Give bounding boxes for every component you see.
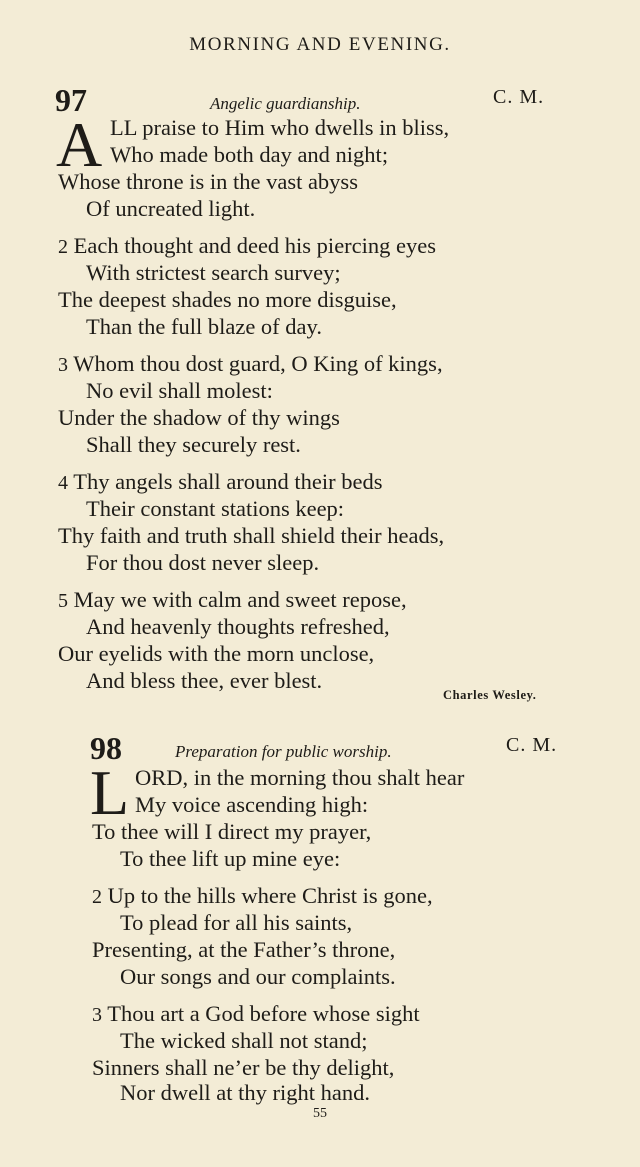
verse-text: Thou art a God before whose sight <box>107 1001 420 1026</box>
stanza-number: 5 <box>58 590 68 612</box>
verse-line: Of uncreated light. <box>86 196 256 221</box>
verse-line: And bless thee, ever blest. <box>86 668 323 693</box>
stanza-number: 2 <box>92 886 102 908</box>
running-head: MORNING AND EVENING. <box>189 34 451 55</box>
verse-line: No evil shall molest: <box>86 378 273 403</box>
verse-line: Whose throne is in the vast abyss <box>58 169 358 194</box>
verse-line: To plead for all his saints, <box>120 910 353 935</box>
drop-cap: L <box>90 757 130 828</box>
hymn-subject: Preparation for public worship. <box>175 742 392 761</box>
verse-line: To thee will I direct my prayer, <box>92 819 372 844</box>
verse-line <box>58 350 443 379</box>
stanza-number: 3 <box>92 1004 102 1026</box>
verse-line <box>58 232 436 261</box>
drop-cap: A <box>56 109 103 180</box>
verse-line <box>92 882 433 911</box>
verse-line: Our eyelids with the morn unclose, <box>58 641 375 666</box>
stanza-number: 3 <box>58 354 68 376</box>
stanza-number: 2 <box>58 236 68 258</box>
verse-line: Shall they securely rest. <box>86 432 301 457</box>
verse-line: To thee lift up mine eye: <box>120 846 341 871</box>
verse-line: Their constant stations keep: <box>86 496 345 521</box>
verse-text: Thy angels shall around their beds <box>73 469 383 494</box>
verse-line <box>58 468 383 497</box>
stanza-number: 4 <box>58 472 68 494</box>
verse-line: My voice ascending high: <box>135 792 369 817</box>
verse-line: Thy faith and truth shall shield their heads, <box>58 523 445 548</box>
verse-line: Sinners shall ne’er be thy delight, <box>92 1055 395 1080</box>
verse-line: Our songs and our complaints. <box>120 964 396 989</box>
verse-line <box>92 1000 420 1029</box>
verse-line: The wicked shall not stand; <box>120 1028 368 1053</box>
hymn-author: Charles Wesley. <box>443 688 537 702</box>
hymn-number: 98 <box>90 730 122 766</box>
verse-line: Under the shadow of thy wings <box>58 405 340 430</box>
verse-text: Up to the hills where Christ is gone, <box>107 883 433 908</box>
verse-line: Nor dwell at thy right hand. <box>120 1080 370 1105</box>
verse-line: Than the full blaze of day. <box>86 314 322 339</box>
verse-line: The deepest shades no more disguise, <box>58 287 397 312</box>
verse-line: LL praise to Him who dwells in bliss, <box>110 115 450 140</box>
hymn-meter: C. M. <box>506 734 558 756</box>
verse-line: For thou dost never sleep. <box>86 550 320 575</box>
hymn-number: 97 <box>55 82 87 118</box>
verse-line: Presenting, at the Father’s throne, <box>92 937 396 962</box>
hymn-meter: C. M. <box>493 86 545 108</box>
page-number: 55 <box>313 1106 327 1121</box>
verse-line: Who made both day and night; <box>110 142 389 167</box>
verse-line: ORD, in the morning thou shalt hear <box>135 765 465 790</box>
verse-text: Whom thou dost guard, O King of kings, <box>73 351 443 376</box>
hymn-subject: Angelic guardianship. <box>210 94 361 113</box>
verse-line: With strictest search survey; <box>86 260 341 285</box>
verse-text: Each thought and deed his piercing eyes <box>73 233 437 258</box>
verse-line: And heavenly thoughts refreshed, <box>86 614 390 639</box>
verse-text: May we with calm and sweet repose, <box>73 587 407 612</box>
verse-line <box>58 586 407 615</box>
